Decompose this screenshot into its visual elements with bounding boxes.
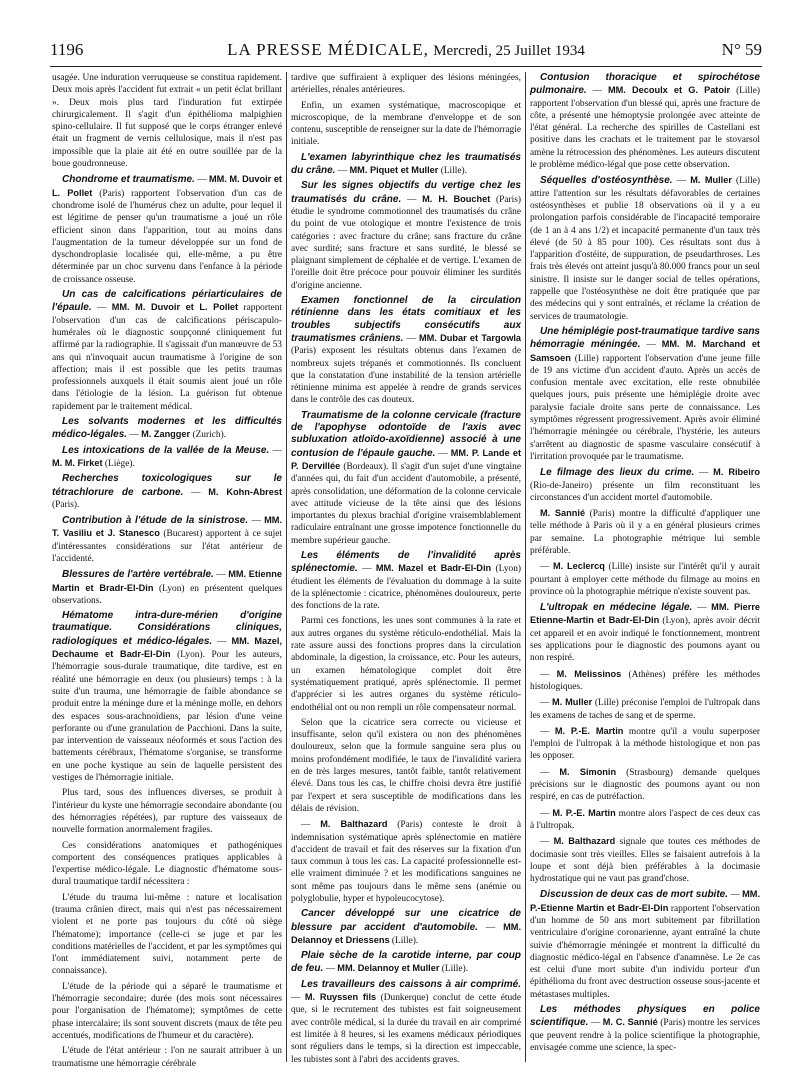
header-rule [50,66,762,67]
article-text: (Lyon). Pour les auteurs, l'hémorragie sous-durale traumatique, dite tardive, est en réalité une hémorragie en deux (ou plusieurs) temps : à la suite d'un trauma, une hémorragie de faible abondance se produit entre la méninge dure et la méninge molle, en dehors des espaces sous-arachnoïdiens, par lésion d'une veine perforante ou d'une granulation de Pacchioni. Dans la suite, par intervention de vaisseaux néoformés et sous l'action des battements cérébraux, l'hématome s'organise, se transforme en une poche kystique au sein de laquelle persistent des vestiges de l'hémorragie initiale. [52,650,282,784]
article: Plaie sèche de la carotide interne, par coup de feu. — MM. Delannoy et Muller (Lille). [291,950,521,975]
article-authors: MM. Delannoy et Driessens [291,921,522,945]
article-authors: M. Ruyssen fils [304,992,377,1003]
paragraph: — M. Leclercq (Lille) insiste sur l'intérêt qu'il y aurait pourtant à employer cette méthode du filmage au moins en province où la photographie métrique n'existe souvent pas. [530,561,761,597]
issue-number: N° 59 [721,40,762,59]
article-title: Cancer développé sur une cicatrice de blessure par accident d'automobile. [291,908,521,933]
article-title: Blessures de l'artère vertébrale. [62,569,214,581]
article-text: (Dunkerque) conclut de cette étude que, si le recrutement des tubistes est fait soigneusement avec contrôle médical, si la durée du travail en air comprimé est limitée à 8 heures, si les examens médicaux périodiques sont réguliers dans le temps, si la direction est impeccable, les tubistes sont à l'abri des accidents graves. [291,993,521,1065]
article-text: (Lyon) étudient les éléments de l'évaluation du dommage à la suite de la splénectomie : cicatrice, phénomènes douloureux, perte des fonctions de la rate. [291,564,522,612]
article-title: Sur les signes objectifs du vertige chez les traumatisés du crâne. [291,180,521,205]
paragraph: — M. Melissinos (Athènes) préfère les méthodes histologiques. [530,668,761,692]
article-title: Recherches toxicologiques sur le tétrachlorure de carbone. [52,473,282,498]
article: Contribution à l'étude de la sinistrose. — MM. T. Vasiliu et J. Stanesco (Bucarest) apportent à ce sujet d'intéressantes considérations sur l'état antérieur de l'accidenté. [52,515,282,564]
running-title [50,40,762,60]
article-authors: MM. Mazel, Dechaume et Badr-El-Din [52,635,283,660]
article-authors: M. Ribeiro [713,467,760,478]
discussant: M. Simonin [559,766,617,777]
discussant: M. Balthazard [553,836,616,847]
article-title: Chondrome et traumatisme. [62,174,195,186]
article-authors: MM. M. Marchand et Samsoen [530,339,760,363]
article-text: (Paris) rapportent l'observation d'un cas de chondrome isolé de l'humérus chez un adulte, pour lequel il est légitime de penser qu'un traumatisme a joué un rôle efficient sinon dans l'apparition, tout au moins dans l'augmentation de la tumeur développée sur un fond de dyschondroplasie localisée qui, elle-même, a pu être déterminée par un choc survenu dans l'enfance à la période de croissance osseuse. [52,188,283,285]
article: Traumatisme de la colonne cervicale (fracture de l'apophyse odontoïde de l'axis avec subluxation atloïdo-axoïdienne) associé à une contusion de l'épaule gauche. — MM. P. Lande et P. Dervillée (Bordeaux). Il s'agit d'un sujet d'une vingtaine d'années qui, du fait d'un accident d'automobile, a présenté, après consolidation, une déformation de la colonne cervicale avec attitude vicieuse de la tête ainsi que des lésions importantes du plexus brachial d'origine vraisemblablement radiculaire entraînant une grosse impotence fonctionnelle du membre supérieur gauche. [291,409,522,546]
article: Hématome intra-dure-mérien d'origine traumatique. Considérations cliniques, radiologiques et médico-légales. — MM. Mazel, Dechaume et Badr-El-Din (Lyon). Pour les auteurs, l'hémorragie sous-durale traumatique, dite tardive, est en réalité une hémorragie en deux (ou plusieurs) temps : à la suite d'un trauma, une hémorragie de faible abondance se produit entre la méninge dure et la méninge molle, en dehors des espaces sous-arachnoïdiens, par lésion d'une veine perforante ou d'une granulation de Pacchioni. Dans la suite, par intervention de vaisseaux néoformés et sous l'action des battements cérébraux, l'hématome s'organise, se transforme en une poche kystique au sein de laquelle persistent des vestiges de l'hémorragie initiale. [52,610,283,784]
journal-name: LA PRESSE MÉDICALE, [227,40,429,59]
article-title: L'examen labyrinthique chez les traumatisés du crâne. [291,151,521,177]
article: Sur les signes objectifs du vertige chez les traumatisés du crâne. — M. H. Bouchet (Paris) étudie le syndrome commotionnel des traumatisés du crâne du point de vue otologique et montre l'existence de trois catégories : avec fracture du crâne; sans fracture du crâne avec surdité; sans fracture et sans surdité, le blessé se plaignant simplement de céphalée et de vertige. L'examen de l'oreille doit être précoce pour pouvoir éliminer les surdités d'origine ancienne. [291,180,522,291]
article-text: (Lyon) en présentent quelques observations. [52,583,283,606]
article-title: Les éléments de l'invalidité après splénectomie. [291,549,521,575]
discussant: M. Balthazard [320,819,388,830]
paragraph: usagée. Une induration verruqueuse se constitua rapidement. Deux mois après l'accident fut extrait « un petit éclat brillant ». Deux mois plus tard l'induration fut extirpée chirurgicalement. Il s'agit d'un épithélioma malpighien spino-cellulaire. Il fut supposé que le corps étranger enlevé était un fragment de vernis cellulosique, mais il n'est pas impossible que la plaie ait été en outre souillée par de la boue goudronneuse. [52,73,282,170]
article-text: (Bordeaux). Il s'agit d'un sujet d'une vingtaine d'années qui, du fait d'un accident d'automobile, a présenté, après consolidation, une déformation de la colonne cervicale avec attitude vicieuse de la tête ainsi que des lésions importantes du plexus brachial d'origine vraisemblablement radiculaire entraînant une grosse impotence fonctionnelle du membre supérieur gauche. [291,461,522,546]
article-title: Les intoxications de la vallée de la Meuse. [62,444,270,456]
column-rule [286,72,287,1062]
article-text: (Lille) rapportent l'observation d'une jeune fille de 19 ans victime d'un accident d'auto. Après un accès de confusion mentale avec excitation, elle reste obnubilée quelques jours, puis présente une hémiplégie droite avec paralysie faciale droite sans perte de connaissance. Les symptômes régressent progressivement. Après avoir éliminé l'hémorragie méningée ou cérébrale, l'hystérie, les auteurs s'arrêtent au diagnostic de spasme vasculaire consécutif à l'irritation provoquée par le traumatisme. [530,353,760,462]
paragraph: Ces considérations anatomiques et pathogéniques comportent des conséquences pratiques applicables à l'expertise médico-légale. Le diagnostic d'hématome sous-dural traumatique tardif nécessitera : [52,840,282,888]
column-middle [291,72,522,1065]
article: Blessures de l'artère vertébrale. — MM. Etienne Martin et Bradr-El-Din (Lyon) en présentent quelques observations. [52,569,283,606]
article-text: (Rio-de-Janeiro) présente un film reconstituant les circonstances d'un accident mortel d'automobile. [530,480,760,503]
article-title: Contribution à l'étude de la sinistrose. [62,515,249,527]
article-authors: MM. Etienne Martin et Bradr-El-Din [52,569,282,593]
article-authors: M. Zangger [141,429,191,440]
discussant: M. P.-E. Martin [554,725,624,736]
article: Contusion thoracique et spirochétose pulmonaire. — MM. Decoulx et G. Patoir (Lille) rapportent l'observation d'un blessé qui, après une fracture de côte, a présenté une hémoptysie prolongée avec atteinte de l'état général. La recherche des spirilles de Castellani est positive dans les crachats et le traitement par le stovarsol amène la rétrocession des phénomènes. Les auteurs discutent le problème médico-légal que pose cette observation. [530,72,761,171]
article-title: Discussion de deux cas de mort subite. [540,889,729,901]
paragraph: — M. Muller (Lille) préconise l'emploi de l'ultropak dans les examens de taches de sang et de sperme. [530,697,760,721]
article-title: Les méthodes physiques en police scientifique. [530,1004,760,1029]
article-authors: MM. P.-Etienne Martin et Badr-El-Din [530,889,760,913]
article: Une hémiplégie post-traumatique tardive sans hémorragie méningée. — MM. M. Marchand et Samsoen (Lille) rapportent l'observation d'une jeune fille de 19 ans victime d'un accident d'auto. Après un accès de confusion mentale avec excitation, elle reste obnubilée quelques jours, puis présente une hémiplégie droite avec paralysie faciale droite sans perte de connaissance. Les symptômes régressent progressivement. Après avoir éliminé l'hémorragie méningée ou cérébrale, l'hystérie, les auteurs s'arrêtent au diagnostic de spasme vasculaire consécutif à l'irritation provoquée par le traumatisme. [530,325,760,462]
column-rule [525,72,526,1062]
article: Les intoxications de la vallée de la Meuse. — M. M. Firket (Liège). [52,444,283,469]
article: Les éléments de l'invalidité après splénectomie. — MM. Mazel et Badr-El-Din (Lyon) étudient les éléments de l'évaluation du dommage à la suite de la splénectomie : cicatrice, phénomènes douloureux, perte des fonctions de la rate. [291,549,522,612]
discussant: M. Sannié [540,508,586,519]
article-text: (Lille). [391,935,419,946]
article-authors: M. Kohn-Abrest [208,486,282,497]
discussant: M. Leclercq [553,561,605,572]
article-title: Traumatisme de la colonne cervicale (fracture de l'apophyse odontoïde de l'axis avec subluxation atloïdo-axoïdienne) associé à une contusion de l'épaule gauche. [291,409,521,459]
paragraph: — M. Simonin (Strasbourg) demande quelques précisions sur le diagnostic des poumons ayant ou non respiré, en cas de putréfaction. [530,766,761,803]
article-text: (Paris) exposent les résultats obtenus dans l'examen de nombreux sujets trépanés et commotionnés. Ils concluent que la constatation d'une instabilité de la tension artérielle rétinienne minima est appelée à rendre de grands services dans le contrôle des cas douteux. [291,346,521,406]
article: Discussion de deux cas de mort subite. — MM. P.-Etienne Martin et Badr-El-Din rapportent l'observation d'un homme de 50 ans mort subitement par fibrillation ventriculaire d'origine coronarienne, ayant entraîné la chute suivie d'hémorragie méningée et montrent la difficulté du diagnostic médico-légal en l'absence d'anamnèse. Le 2e cas est celui d'une mort subite d'un individu porteur d'un épithélioma du front avec destruction osseuse sous-jacente et métastases multiples. [530,889,760,1000]
paragraph: L'étude du trauma lui-même : nature et localisation (trauma crânien direct, mais qui n'est pas nécessairement violent et ne porte pas toujours du côté où siège l'hématome); importance (celle-ci se juge et par les conditions matérielles de l'accident, et par les symptômes qui l'ont immédiatement suivi, notamment perte de connaissance). [52,892,282,977]
article-authors: M. M. Firket [52,457,103,468]
article: Les travailleurs des caissons à air comprimé. — M. Ruyssen fils (Dunkerque) conclut de cette étude que, si le recrutement des tubistes est fait soigneusement avec contrôle médical, si la durée du travail en air comprimé est limitée à 8 heures, si les examens médicaux périodiques sont réguliers dans le temps, si la direction est impeccable, les tubistes sont à l'abri des accidents graves. [291,978,521,1065]
article-text: (Lille). [440,166,467,177]
article-title: Une hémiplégie post-traumatique tardive sans hémorragie méningée. [530,325,760,351]
article-authors: M. H. Bouchet [422,193,491,204]
paragraph: tardive que suffiraient à expliquer des lésions méningées, artérielles, rénales antérieures. [291,73,521,96]
article: Les méthodes physiques en police scientifique. — M. C. Sannié (Paris) montre les services que peuvent rendre à la police scientifique la photographie, envisagée comme une science, la spec- [530,1004,761,1053]
article-authors: MM. P. Lande et P. Dervillée [291,447,521,471]
article-title: Contusion thoracique et spirochétose pulmonaire. [530,72,760,97]
article-text: rapportent l'observation d'un homme de 50 ans mort subitement par fibrillation ventriculaire d'origine coronarienne, ayant entraîné la chute suivie d'hémorragie méningée et montrent la difficulté du diagnostic médico-légal en l'absence d'anamnèse. Le 2e cas est celui d'une mort subite d'un individu porteur d'un épithélioma du front avec destruction osseuse sous-jacente et métastases multiples. [530,903,760,1000]
article-text: (Lille) rapportent l'observation d'un blessé qui, après une fracture de côte, a présenté une hémoptysie prolongée avec atteinte de l'état général. La recherche des spirilles de Castellani est positive dans les crachats et le traitement par le stovarsol amène la rétrocession des phénomènes. Les auteurs discutent le problème médico-légal que pose cette observation. [530,86,761,171]
paragraph: M. Sannié (Paris) montre la difficulté d'appliquer une telle méthode à Paris où il y a en général plusieurs crimes par semaine. La photographie métrique lui semble préférable. [530,508,761,556]
article: Examen fonctionnel de la circulation rétinienne dans les états comitiaux et les troubles subjectifs consécutifs aux traumatismes crâniens. — MM. Dubar et Targowla (Paris) exposent les résultats obtenus dans l'examen de nombreux sujets trépanés et commotionnés. Ils concluent que la constatation d'une instabilité de la tension artérielle rétinienne minima est appelée à rendre de grands services dans le contrôle des cas douteux. [291,295,522,406]
paragraph: — M. Balthazard signale que toutes ces méthodes de docimasie sont très vieilles. Elles se faisaient autrefois à la loupe et sont déjà bien préférables à la docimasie hydrostatique qui ne vaut pas grand'chose. [530,836,760,885]
issue-date: Mercredi, 25 Juillet 1934 [433,43,585,59]
article: L'ultropak en médecine légale. — MM. Pierre Etienne-Martin et Badr-El-Din (Lyon), après avoir décrit cet appareil et en avoir indiqué le fonctionnement, montrent ses applications pour le diagnostic des poumons ayant ou non respiré. [530,602,761,664]
column-right [530,72,760,1062]
article: L'examen labyrinthique chez les traumatisés du crâne. — MM. Piquet et Muller (Lille). [291,151,521,177]
discussant: M. Muller [552,697,593,708]
article-authors: MM. Dubar et Targowla [418,332,522,343]
article-authors: MM. Piquet et Muller [349,165,439,176]
article: Recherches toxicologiques sur le tétrachlorure de carbone. — M. Kohn-Abrest (Paris). [52,473,282,510]
article-text: (Paris) étudie le syndrome commotionnel des traumatisés du crâne du point de vue otologique et montre l'existence de trois catégories : avec fracture du crâne; sans fracture du crâne avec surdité; sans fracture et sans surdité, le blessé se plaignant simplement de céphalée et de vertige. L'examen de l'oreille doit être précoce pour pouvoir éliminer les surdités d'origine ancienne. [291,194,522,291]
column-left [52,72,283,1069]
article-authors: MM. Pierre Etienne-Martin et Badr-El-Din [530,602,761,626]
article-text: (Bucarest) apportent à ce sujet d'intéressantes considérations sur l'état antérieur de l'accidenté. [52,529,282,564]
article-title: L'ultropak en médecine légale. [540,602,693,614]
paragraph: L'étude de la période qui a séparé le traumatisme et l'hémorragie secondaire; durée (des mois sont nécessaires pour l'organisation de l'hématome); symptômes de cette phase intercalaire; ils sont souvent discrets (maux de tête peu accentués, modifications de l'humeur et du caractère). [52,981,282,1041]
paragraph: — M. P.-E. Martin montre alors l'aspect de ces deux cas à l'ultropak. [530,807,760,831]
article-authors: MM. M. Duvoir et L. Pollet [111,302,239,313]
article-authors: MM. T. Vasiliu et J. Stanesco [52,515,282,539]
article-text: (Paris) montre les services que peuvent rendre à la police scientifique la photographie, envisagée comme une science, la spec- [530,1018,761,1053]
article-title: Un cas de calcifications périarticulaires de l'épaule. [52,289,282,314]
discussant: M. Melissinos [556,668,622,679]
discussant: M. P.-E. Martin [552,807,616,818]
article-text: (Lyon), après avoir décrit cet appareil et en avoir indiqué le fonctionnement, montrent ses applications pour le diagnostic des poumons ayant ou non respiré. [530,616,760,664]
article-text: (Liège). [104,458,135,469]
article: Un cas de calcifications périarticulaires de l'épaule. — MM. M. Duvoir et L. Pollet rapportent l'observation d'un cas de calcifications périscapulo-humérales où le diagnostic soupçonné cliniquement fut affirmé par la radiographie. Il s'agissait d'un manœuvre de 53 ans qui n'invoquait aucun traumatisme à l'origine de son affection; mais il est possible que les petits traumas professionnels auxquels il était soumis aient joué un rôle dans l'étiologie de la lésion. La guérison fut obtenue rapidement par le traitement médical. [52,289,283,412]
article-authors: M. C. Sannié [602,1017,658,1028]
article: Les solvants modernes et les difficultés médico-légales. — M. Zangger (Zurich). [52,416,282,441]
paragraph: Enfin, un examen systématique, macroscopique et microscopique, de la membrane d'enveloppe et de son contenu, susceptible de renseigner sur la date de l'hémorragie initiale. [291,100,521,148]
paragraph: Plus tard, sous des influences diverses, se produit à l'intérieur du kyste une hémorragie secondaire abondante (ou des hémorragies répétées), par rupture des vaisseaux de nouvelle formation anormalement fragiles. [52,788,282,836]
article-title: Hématome intra-dure-mérien d'origine traumatique. Considérations cliniques, radiologiques et médico-légales. [52,610,282,647]
article-title: Plaie sèche de la carotide interne, par coup de feu. [291,950,521,975]
page-number: 1196 [50,40,84,59]
article: Le filmage des lieux du crime. — M. Ribeiro (Rio-de-Janeiro) présente un film reconstituant les circonstances d'un accident mortel d'automobile. [530,467,760,503]
article-title: Les solvants modernes et les difficultés médico-légales. [52,416,282,441]
article-authors: MM. Mazel et Badr-El-Din [375,563,492,574]
article-authors: MM. Decoulx et G. Patoir [607,85,731,96]
paragraph: — M. P.-E. Martin montre qu'il a voulu superposer l'emploi de l'ultropak à la méthode histologique et non pas les opposer. [530,725,760,762]
article-text: (Lille) attire l'attention sur les résultats défavorables de certaines ostéosynthèses et publie 18 observations où il y a eu prolongation parfois considérable de l'incapacité temporaire (de 1 an à 4 ans 1/2) et incapacité permanente d'un taux très élevé (de 50 à 85 pour 100). Ces résultats sont dus à l'apparition d'ostéite, de suppuration, de pseudarthroses. Les frais très élevés ont atteint jusqu'à 80.000 francs pour un seul sinistre. Il insiste sur le danger social de telles opérations, rappelle que l'ostéosynthèse ne doit être pratiquée que par des médecins qui y sont entraînés, et réclame la création de services de traumatologie. [530,176,760,322]
article-title: Séquelles d'ostéosynthèse. [540,175,673,187]
article: Chondrome et traumatisme. — MM. M. Duvoir et L. Pollet (Paris) rapportent l'observation d'un cas de chondrome isolé de l'humérus chez un adulte, pour lequel il est légitime de penser qu'un traumatisme a joué un rôle efficient sinon dans l'apparition, tout au moins dans l'augmentation de la tumeur développée sur un fond de dyschondroplasie localisée qui, elle-même, a pu être déterminée par un choc survenu dans l'enfance à la période de croissance osseuse. [52,174,283,285]
article: Cancer développé sur une cicatrice de blessure par accident d'automobile. — MM. Delannoy et Driessens (Lille). [291,908,522,946]
article: Séquelles d'ostéosynthèse. — M. Muller (Lille) attire l'attention sur les résultats défavorables de certaines ostéosynthèses et publie 18 observations où il y a eu prolongation parfois considérable de l'incapacité temporaire (de 1 an à 4 ans 1/2) et incapacité permanente d'un taux très élevé (de 50 à 85 pour 100). Ces résultats sont dus à l'apparition d'ostéite, de suppuration, de pseudarthroses. Les frais très élevés ont atteint jusqu'à 80.000 francs pour un seul sinistre. Il insiste sur le danger social de telles opérations, rappelle que l'ostéosynthèse ne doit être pratiquée que par des médecins qui y sont entraînés, et réclame la création de services de traumatologie. [530,175,760,322]
article-text: rapportent l'observation d'un cas de calcifications périscapulo-humérales où le diagnostic soupçonné cliniquement fut affirmé par la radiographie. Il s'agissait d'un manœuvre de 53 ans qui n'invoquait aucun traumatisme à l'origine de son affection; mais il est possible que les petits traumas professionnels auxquels il était soumis aient joué un rôle dans l'étiologie de la lésion. La guérison fut obtenue rapidement par le traitement médical. [52,303,283,412]
article-title: Examen fonctionnel de la circulation rétinienne dans les états comitiaux et les troubles subjectifs consécutifs aux traumatismes crâniens. [291,295,521,344]
article-title: Les travailleurs des caissons à air comprimé. [301,978,521,990]
paragraph: Parmi ces fonctions, les unes sont communes à la rate et aux autres organes du système réticulo-endothélial. Mais la rate assure aussi des fonctions propres dans la circulation abdominale, la digestion, la croissance, etc. Pour les auteurs, un examen hématologique complet doit être systématiquement pratiqué, après splénectomie. Il permet d'apprécier si les autres organes du système réticulo-endothélial ont ou non rempli un rôle compensateur normal. [291,616,521,713]
article-text: (Lille). [441,964,469,975]
paragraph: — M. Balthazard (Paris) conteste le droit à indemnisation systématique après splénectomie en matière d'accident de travail et fait des réserves sur la fixation d'un taux commun à tous les cas. La capacité professionnelle est-elle vraiment diminuée ? et les modifications sanguines ne sont même pas toujours dans le même sens (anémie ou polyglobulie, hyper et hypoleucocytose). [291,819,522,904]
article-authors: M. Muller [690,175,732,186]
article-text: (Zurich). [192,430,227,441]
page-header [50,40,762,64]
article-authors: MM. M. Duvoir et L. Pollet [52,174,282,198]
article-text: (Paris). [52,499,80,510]
article-authors: MM. Delannoy et Muller [337,963,440,974]
paragraph: L'étude de l'état antérieur : l'on ne saurait attribuer à un traumatisme une hémorragie cérébrale [52,1046,282,1069]
article-title: Le filmage des lieux du crime. [540,467,695,479]
paragraph: Selon que la cicatrice sera correcte ou vicieuse et insuffisante, selon qu'il existera ou non des phénomènes douloureux, selon que la formule sanguine sera plus ou moins profondément modifiée, le taux de l'invalidité variera en de très larges mesures, tantôt faible, tantôt relativement élevé. Dans tous les cas, le chiffre choisi devra être justifié par l'expert et sera susceptible de modifications dans les délais de révision. [291,717,521,814]
